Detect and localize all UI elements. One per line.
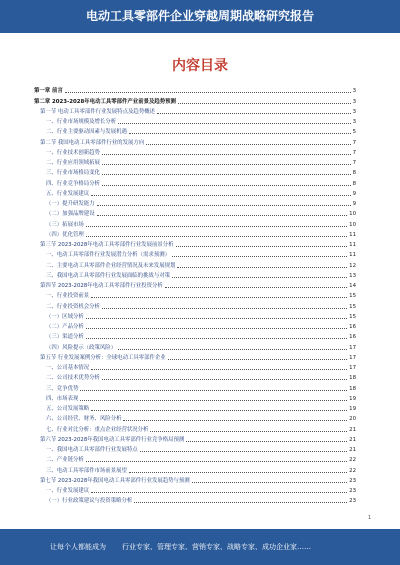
toc-entry-label: 第六节 2023-2028年我国电动工具零部件行业竞争格局预测 — [40, 436, 185, 443]
toc-entry-label: 七、行业对比分析：重点企业经营状况分析 — [46, 426, 149, 433]
toc-entry-page: 9 — [352, 190, 356, 197]
toc-leader-dots — [172, 256, 347, 257]
toc-entry[interactable] — [34, 453, 356, 463]
toc-entry-label: 二、产业链分析 — [46, 457, 84, 464]
toc-entry[interactable] — [34, 422, 356, 432]
toc-entry-label: （一）行业政策建议与投资策略分析 — [46, 498, 133, 505]
toc-leader-dots — [97, 215, 348, 216]
toc-entry-page: 8 — [352, 170, 356, 177]
toc-entry-label: 四、行业竞争格局分析 — [46, 180, 100, 187]
toc-leader-dots — [102, 379, 347, 380]
toc-entry-page: 23 — [349, 477, 356, 484]
toc-entry[interactable] — [34, 361, 356, 371]
footer-slogan-left: 让每个人都能成为 — [50, 543, 106, 551]
toc-entry-label: 二、行业投资机会分析 — [46, 303, 100, 310]
toc-leader-dots — [80, 390, 347, 391]
toc-entry-label: 五、行业发展建议 — [46, 190, 90, 197]
toc-entry[interactable] — [34, 381, 356, 391]
toc-leader-dots — [129, 133, 351, 134]
toc-leader-dots — [177, 267, 347, 268]
toc-leader-dots — [91, 195, 350, 196]
toc-entry[interactable] — [34, 156, 356, 166]
toc-entry-page: 13 — [349, 272, 356, 279]
toc-entry[interactable] — [34, 258, 356, 268]
report-header — [0, 0, 400, 33]
toc-leader-dots — [150, 431, 347, 432]
toc-entry-label: （二）产品分析 — [46, 324, 84, 330]
toc-entry[interactable] — [34, 330, 356, 340]
toc-entry[interactable] — [34, 289, 356, 299]
toc-leader-dots — [172, 277, 347, 278]
toc-entry-page: 11 — [349, 252, 356, 259]
toc-leader-dots — [102, 174, 351, 175]
toc-entry[interactable] — [34, 269, 356, 279]
toc-entry-label: 一、我国电动工具零部件行业发展特点 — [46, 447, 138, 453]
toc-entry[interactable] — [34, 299, 356, 309]
toc-entry-page: 21 — [349, 426, 356, 433]
toc-leader-dots — [168, 359, 347, 360]
toc-leader-dots — [91, 492, 347, 493]
toc-leader-dots — [118, 349, 347, 350]
toc-entry-page: 12 — [349, 262, 356, 269]
toc-leader-dots — [178, 103, 351, 104]
toc-leader-dots — [91, 410, 347, 411]
toc-entry-page: 3 — [352, 98, 356, 105]
toc-entry[interactable] — [34, 146, 356, 156]
toc-entry[interactable] — [34, 217, 356, 227]
toc-entry-page: 22 — [349, 467, 356, 474]
toc-leader-dots — [91, 369, 347, 370]
toc-leader-dots — [91, 297, 347, 298]
toc-entry-label: 六、公司经营、财务、风险分析 — [46, 416, 122, 423]
toc-leader-dots — [129, 472, 347, 473]
toc-leader-dots — [102, 185, 351, 186]
toc-entry-label: （四）风险提示（政策风险） — [46, 344, 117, 351]
toc-entry[interactable] — [34, 248, 356, 258]
toc-entry-page: 15 — [349, 303, 356, 310]
toc-entry[interactable] — [34, 84, 356, 94]
toc-entry-label: （三）渠道分析 — [46, 334, 84, 341]
toc-leader-dots — [146, 144, 350, 145]
toc-entry-label: 第一章 前言 — [34, 88, 63, 95]
page-number: 1 — [368, 515, 372, 521]
toc-entry-label: （二）加强品牌建设 — [46, 211, 95, 218]
toc-entry[interactable] — [34, 494, 356, 504]
toc-leader-dots — [140, 451, 347, 452]
toc-leader-dots — [86, 226, 347, 227]
toc-leader-dots — [102, 154, 351, 155]
toc-entry-label: （一）提升研发能力 — [46, 201, 95, 207]
toc-entry-page: 14 — [349, 283, 356, 289]
toc-leader-dots — [157, 113, 351, 114]
toc-entry-page: 11 — [349, 231, 356, 238]
toc-entry-page: 3 — [352, 108, 356, 115]
toc-heading: 内容目录 — [172, 58, 228, 74]
toc-entry[interactable] — [34, 310, 356, 320]
toc-entry[interactable] — [34, 351, 356, 361]
toc-entry-page: 16 — [349, 334, 356, 341]
toc-leader-dots — [134, 502, 347, 503]
toc-entry-label: 第四节 2023-2028年电动工具零部件行业投资分析 — [40, 283, 163, 289]
toc-entry-page: 18 — [349, 385, 356, 392]
toc-entry[interactable] — [34, 412, 356, 422]
toc-entry[interactable] — [34, 238, 356, 248]
toc-leader-dots — [102, 308, 347, 309]
toc-entry[interactable] — [34, 166, 356, 176]
toc-entry[interactable] — [34, 371, 356, 381]
toc-entry[interactable] — [34, 320, 356, 330]
toc-entry-page: 22 — [349, 457, 356, 464]
toc-entry-label: 三、电动工具零部件市场前景展望 — [46, 467, 127, 474]
toc-entry-label: 一、行业技术创新趋势 — [46, 149, 100, 156]
toc-leader-dots — [86, 236, 347, 237]
toc-entry-page: 21 — [349, 436, 356, 443]
toc-leader-dots — [123, 420, 347, 421]
toc-entry-label: 二、主要电动工具零部件企业经营情况及未来发展规划 — [46, 262, 176, 269]
toc-entry[interactable] — [34, 433, 356, 443]
toc-leader-dots — [86, 328, 347, 329]
toc-entry-page: 15 — [349, 293, 356, 300]
toc-entry[interactable] — [34, 94, 356, 104]
toc-entry[interactable] — [34, 105, 356, 115]
toc-leader-dots — [86, 318, 347, 319]
toc-entry[interactable] — [34, 340, 356, 350]
toc-entry-label: 一、行业投资前景 — [46, 293, 90, 300]
toc-leader-dots — [86, 461, 347, 462]
toc-entry-page: 23 — [349, 488, 356, 494]
toc-entry[interactable] — [34, 125, 356, 135]
toc-entry[interactable] — [34, 187, 356, 197]
toc-entry-label: 二、行业应用领域拓展 — [46, 160, 100, 166]
toc-entry-page: 17 — [349, 344, 356, 351]
toc-entry[interactable] — [34, 279, 356, 289]
toc-leader-dots — [80, 400, 347, 401]
toc-entry-label: 一、公司基本情况 — [46, 365, 90, 371]
toc-entry[interactable] — [34, 443, 356, 453]
toc-leader-dots — [86, 338, 347, 339]
toc-entry[interactable] — [34, 115, 356, 125]
toc-entry-page: 10 — [349, 221, 356, 228]
report-footer — [0, 529, 400, 565]
toc-entry-page: 19 — [349, 395, 356, 402]
toc-entry-page: 19 — [349, 406, 356, 412]
toc-leader-dots — [176, 246, 348, 247]
toc-entry-label: 第五节 行业发展案例分析：全球电动工具零部件企业 — [40, 354, 166, 361]
toc-entry[interactable] — [34, 135, 356, 145]
toc-entry-page: 23 — [349, 498, 356, 505]
toc-entry-page: 5 — [352, 129, 356, 136]
toc-entry-label: 第一节 电动工具零部件行业发展特点及趋势概述 — [40, 108, 155, 115]
toc-entry-label: 三、我国电动工具零部件行业发展面临的挑战与对策 — [46, 272, 170, 279]
toc-entry-label: （四）优化管理 — [46, 231, 84, 238]
toc-entry[interactable] — [34, 474, 356, 484]
toc-leader-dots — [97, 205, 351, 206]
toc-entry-label: 三、行业市场格局变化 — [46, 170, 100, 177]
toc-entry-page: 7 — [352, 149, 356, 156]
toc-entry-page: 17 — [349, 354, 356, 361]
toc-entry-label: 第七节 2023-2028年我国电动工具零部件行业发展趋势与预测 — [40, 477, 190, 484]
toc-entry-page: 3 — [352, 119, 356, 125]
toc-entry[interactable] — [34, 484, 356, 494]
toc-entry-label: （一）区域分析 — [46, 313, 84, 320]
toc-entry-page: 18 — [349, 375, 356, 382]
toc-leader-dots — [186, 441, 347, 442]
toc-entry-label: 第三节 2023-2028年电动工具零部件行业发展前景分析 — [40, 242, 174, 248]
toc-entry-label: 二、公司技术优势分析 — [46, 375, 100, 382]
toc-leader-dots — [165, 287, 347, 288]
toc-entry-page: 3 — [352, 88, 356, 95]
toc-entry-page: 11 — [349, 242, 356, 248]
toc-entry[interactable] — [34, 176, 356, 186]
toc-entry-page: 16 — [349, 324, 356, 330]
toc-entry[interactable] — [34, 197, 356, 207]
toc-entry-label: 四、市场表现 — [46, 395, 79, 402]
toc-entry-label: 一、行业市场规模及增长分析 — [46, 119, 117, 125]
toc-entry[interactable] — [34, 402, 356, 412]
toc-entry-label: （三）拓展市场 — [46, 221, 84, 228]
toc-entry-page: 21 — [349, 447, 356, 453]
toc-entry[interactable] — [34, 228, 356, 238]
toc-entry-page: 20 — [349, 416, 356, 423]
table-of-contents — [34, 84, 356, 509]
toc-entry-page: 15 — [349, 313, 356, 320]
toc-entry-label: 三、竞争优势 — [46, 385, 79, 392]
toc-entry-label: 一、行业发展建议 — [46, 488, 90, 494]
toc-entry-label: 五、公司发展策略 — [46, 406, 90, 412]
toc-entry-page: 17 — [349, 365, 356, 371]
toc-entry[interactable] — [34, 463, 356, 473]
report-title: 电动工具零部件企业穿越周期战略研究报告 — [85, 9, 314, 23]
toc-entry[interactable] — [34, 207, 356, 217]
toc-entry[interactable] — [34, 392, 356, 402]
toc-leader-dots — [102, 164, 351, 165]
toc-entry-page: 9 — [352, 201, 356, 207]
toc-entry-label: 一、电动工具零部件行业发展潜力分析（需求预测） — [46, 252, 170, 259]
toc-entry-page: 8 — [352, 180, 356, 187]
toc-entry-label: 第二节 我国电动工具零部件行业的发展方向 — [40, 139, 145, 146]
toc-leader-dots — [118, 123, 350, 124]
toc-entry-page: 7 — [352, 139, 356, 146]
toc-leader-dots — [65, 92, 351, 93]
footer-slogan-right: 行业专家、管理专家、营销专家、战略专家、成功企业家…… — [122, 543, 311, 551]
toc-entry-label: 二、行业主要驱动因素与发展机遇 — [46, 129, 127, 136]
toc-entry-page: 10 — [349, 211, 356, 218]
toc-leader-dots — [192, 482, 347, 483]
toc-entry-page: 7 — [352, 160, 356, 166]
toc-entry-label: 第二章 2023-2028年电动工具零部件产业前景及趋势预测 — [34, 98, 176, 105]
